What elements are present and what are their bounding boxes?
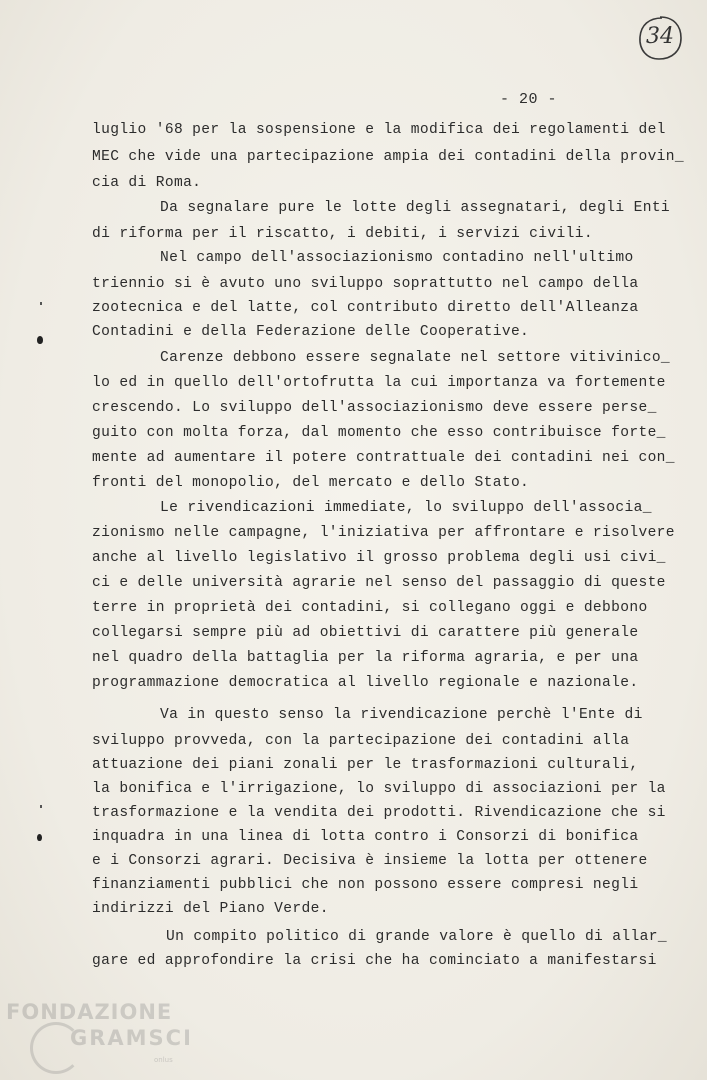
text-line: collegarsi sempre più ad obiettivi di carattere più generale: [92, 625, 639, 641]
text-line: inquadra in una linea di lotta contro i Consorzi di bonifica: [92, 829, 639, 845]
text-line: Carenze debbono essere segnalate nel settore vitivinico_: [160, 350, 671, 366]
text-line: Va in questo senso la rivendicazione perchè l'Ente di: [160, 707, 643, 723]
text-line: gare ed approfondire la crisi che ha cominciato a manifestarsi: [92, 953, 657, 969]
margin-bullet-mark: [37, 834, 42, 841]
text-line: guito con molta forza, dal momento che esso contribuisce forte_: [92, 425, 666, 441]
watermark-sub: onlus: [154, 1056, 173, 1064]
text-line: attuazione dei piani zonali per le trasformazioni culturali,: [92, 757, 639, 773]
watermark-line-2: GRAMSCI: [70, 1026, 193, 1050]
text-line: anche al livello legislativo il grosso problema degli usi civi_: [92, 550, 666, 566]
watermark-line-1: FONDAZIONE: [6, 1000, 173, 1024]
text-line: triennio si è avuto uno sviluppo soprattutto nel campo della: [92, 276, 639, 292]
text-line: cia di Roma.: [92, 175, 202, 191]
text-line: terre in proprietà dei contadini, si collegano oggi e debbono: [92, 600, 648, 616]
text-line: zootecnica e del latte, col contributo diretto dell'Alleanza: [92, 300, 639, 316]
page-number: - 20 -: [500, 91, 558, 108]
stamp-number: 34: [646, 24, 674, 49]
text-line: mente ad aumentare il potere contrattuale dei contadini nei con_: [92, 450, 675, 466]
margin-tick: [40, 805, 42, 808]
text-line: crescendo. Lo sviluppo dell'associazionismo deve essere perse_: [92, 400, 657, 416]
text-line: Contadini e della Federazione delle Cooperative.: [92, 324, 530, 340]
margin-bullet-mark: [37, 336, 43, 344]
margin-tick: [40, 302, 42, 305]
text-line: Le rivendicazioni immediate, lo sviluppo dell'associa_: [160, 500, 652, 516]
text-line: nel quadro della battaglia per la riforma agraria, e per una: [92, 650, 639, 666]
text-line: Un compito politico di grande valore è quello di allar_: [166, 929, 667, 945]
text-line: fronti del monopolio, del mercato e dello Stato.: [92, 475, 530, 491]
text-line: lo ed in quello dell'ortofrutta la cui importanza va fortemente: [92, 375, 666, 391]
archive-watermark: [6, 1000, 206, 1078]
text-line: di riforma per il riscatto, i debiti, i servizi civili.: [92, 226, 593, 242]
text-line: MEC che vide una partecipazione ampia dei contadini della provin_: [92, 149, 684, 165]
text-line: zionismo nelle campagne, l'iniziativa per affrontare e risolvere: [92, 525, 675, 541]
text-line: finanziamenti pubblici che non possono essere compresi negli: [92, 877, 639, 893]
archive-page-stamp: [636, 14, 684, 62]
text-line: Da segnalare pure le lotte degli assegnatari, degli Enti: [160, 200, 671, 216]
text-line: indirizzi del Piano Verde.: [92, 901, 329, 917]
text-line: programmazione democratica al livello regionale e nazionale.: [92, 675, 639, 691]
text-line: sviluppo provveda, con la partecipazione dei contadini alla: [92, 733, 630, 749]
text-line: luglio '68 per la sospensione e la modifica dei regolamenti del: [92, 122, 666, 138]
text-line: trasformazione e la vendita dei prodotti. Rivendicazione che si: [92, 805, 666, 821]
text-line: Nel campo dell'associazionismo contadino nell'ultimo: [160, 250, 634, 266]
text-line: e i Consorzi agrari. Decisiva è insieme la lotta per ottenere: [92, 853, 648, 869]
text-line: ci e delle università agrarie nel senso del passaggio di queste: [92, 575, 666, 591]
text-line: la bonifica e l'irrigazione, lo sviluppo di associazioni per la: [92, 781, 666, 797]
